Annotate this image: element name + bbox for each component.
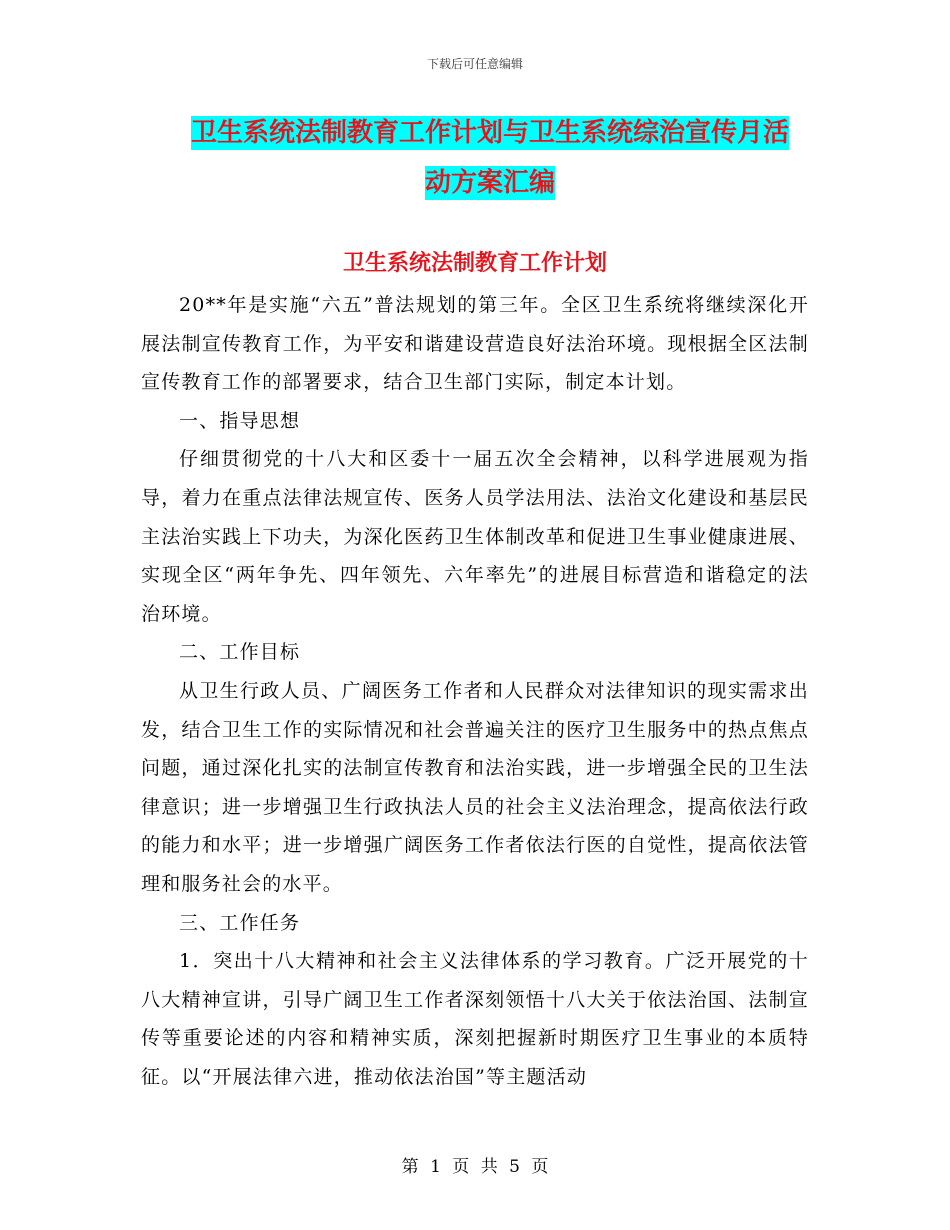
paragraph-guiding-thought: 仔细贯彻党的十八大和区委十一届五次全会精神，以科学进展观为指导，着力在重点法律法规宣传、医务人员学法用法、法治文化建设和基层民主法治实践上下功夫，为深化医药卫生体制改革和促进卫生事业健康进展、实现全区“两年争先、四年领先、六年率先”的进展目标营造和谐稳定的法治环境。 [141,448,809,625]
heading-work-tasks: 三、工作任务 [179,911,301,934]
heading-work-goals: 二、工作目标 [179,641,301,664]
title-line-1: 卫生系统法制教育工作计划与卫生系统综治宣传月活 [190,118,789,148]
page-footer: 第 1 页 共 5 页 [401,1157,549,1177]
document-title [140,108,840,208]
header-note: 下载后可任意编辑 [426,57,523,71]
paragraph-intro: 20**年是实施“六五”普法规划的第三年。全区卫生系统将继续深化开展法制宣传教育工作，为平安和谐建设营造良好法治环境。现根据全区法制宣传教育工作的部署要求，结合卫生部门实际，制定本计划。 [141,294,809,394]
body-text [141,286,809,1096]
section-title: 卫生系统法制教育工作计划 [342,251,607,276]
paragraph-work-goals: 从卫生行政人员、广阔医务工作者和人民群众对法律知识的现实需求出发，结合卫生工作的实际情况和社会普遍关注的医疗卫生服务中的热点焦点问题，通过深化扎实的法制宣传教育和法治实践，进一步增强全民的卫生法律意识；进一步增强卫生行政执法人员的社会主义法治理念，提高依法行政的能力和水平；进一步增强广阔医务工作者依法行医的自觉性，提高依法管理和服务社会的水平。 [141,679,809,895]
heading-guiding-thought: 一、指导思想 [179,409,301,432]
paragraph-task-1: 1．突出十八大精神和社会主义法律体系的学习教育。广泛开展党的十八大精神宣讲，引导广阔卫生工作者深刻领悟十八大关于依法治国、法制宣传等重要论述的内容和精神实质，深刻把握新时期医疗卫生事业的本质特征。以“开展法律六进，推动依法治国”等主题活动 [141,950,809,1088]
title-line-2: 动方案汇编 [424,168,555,198]
